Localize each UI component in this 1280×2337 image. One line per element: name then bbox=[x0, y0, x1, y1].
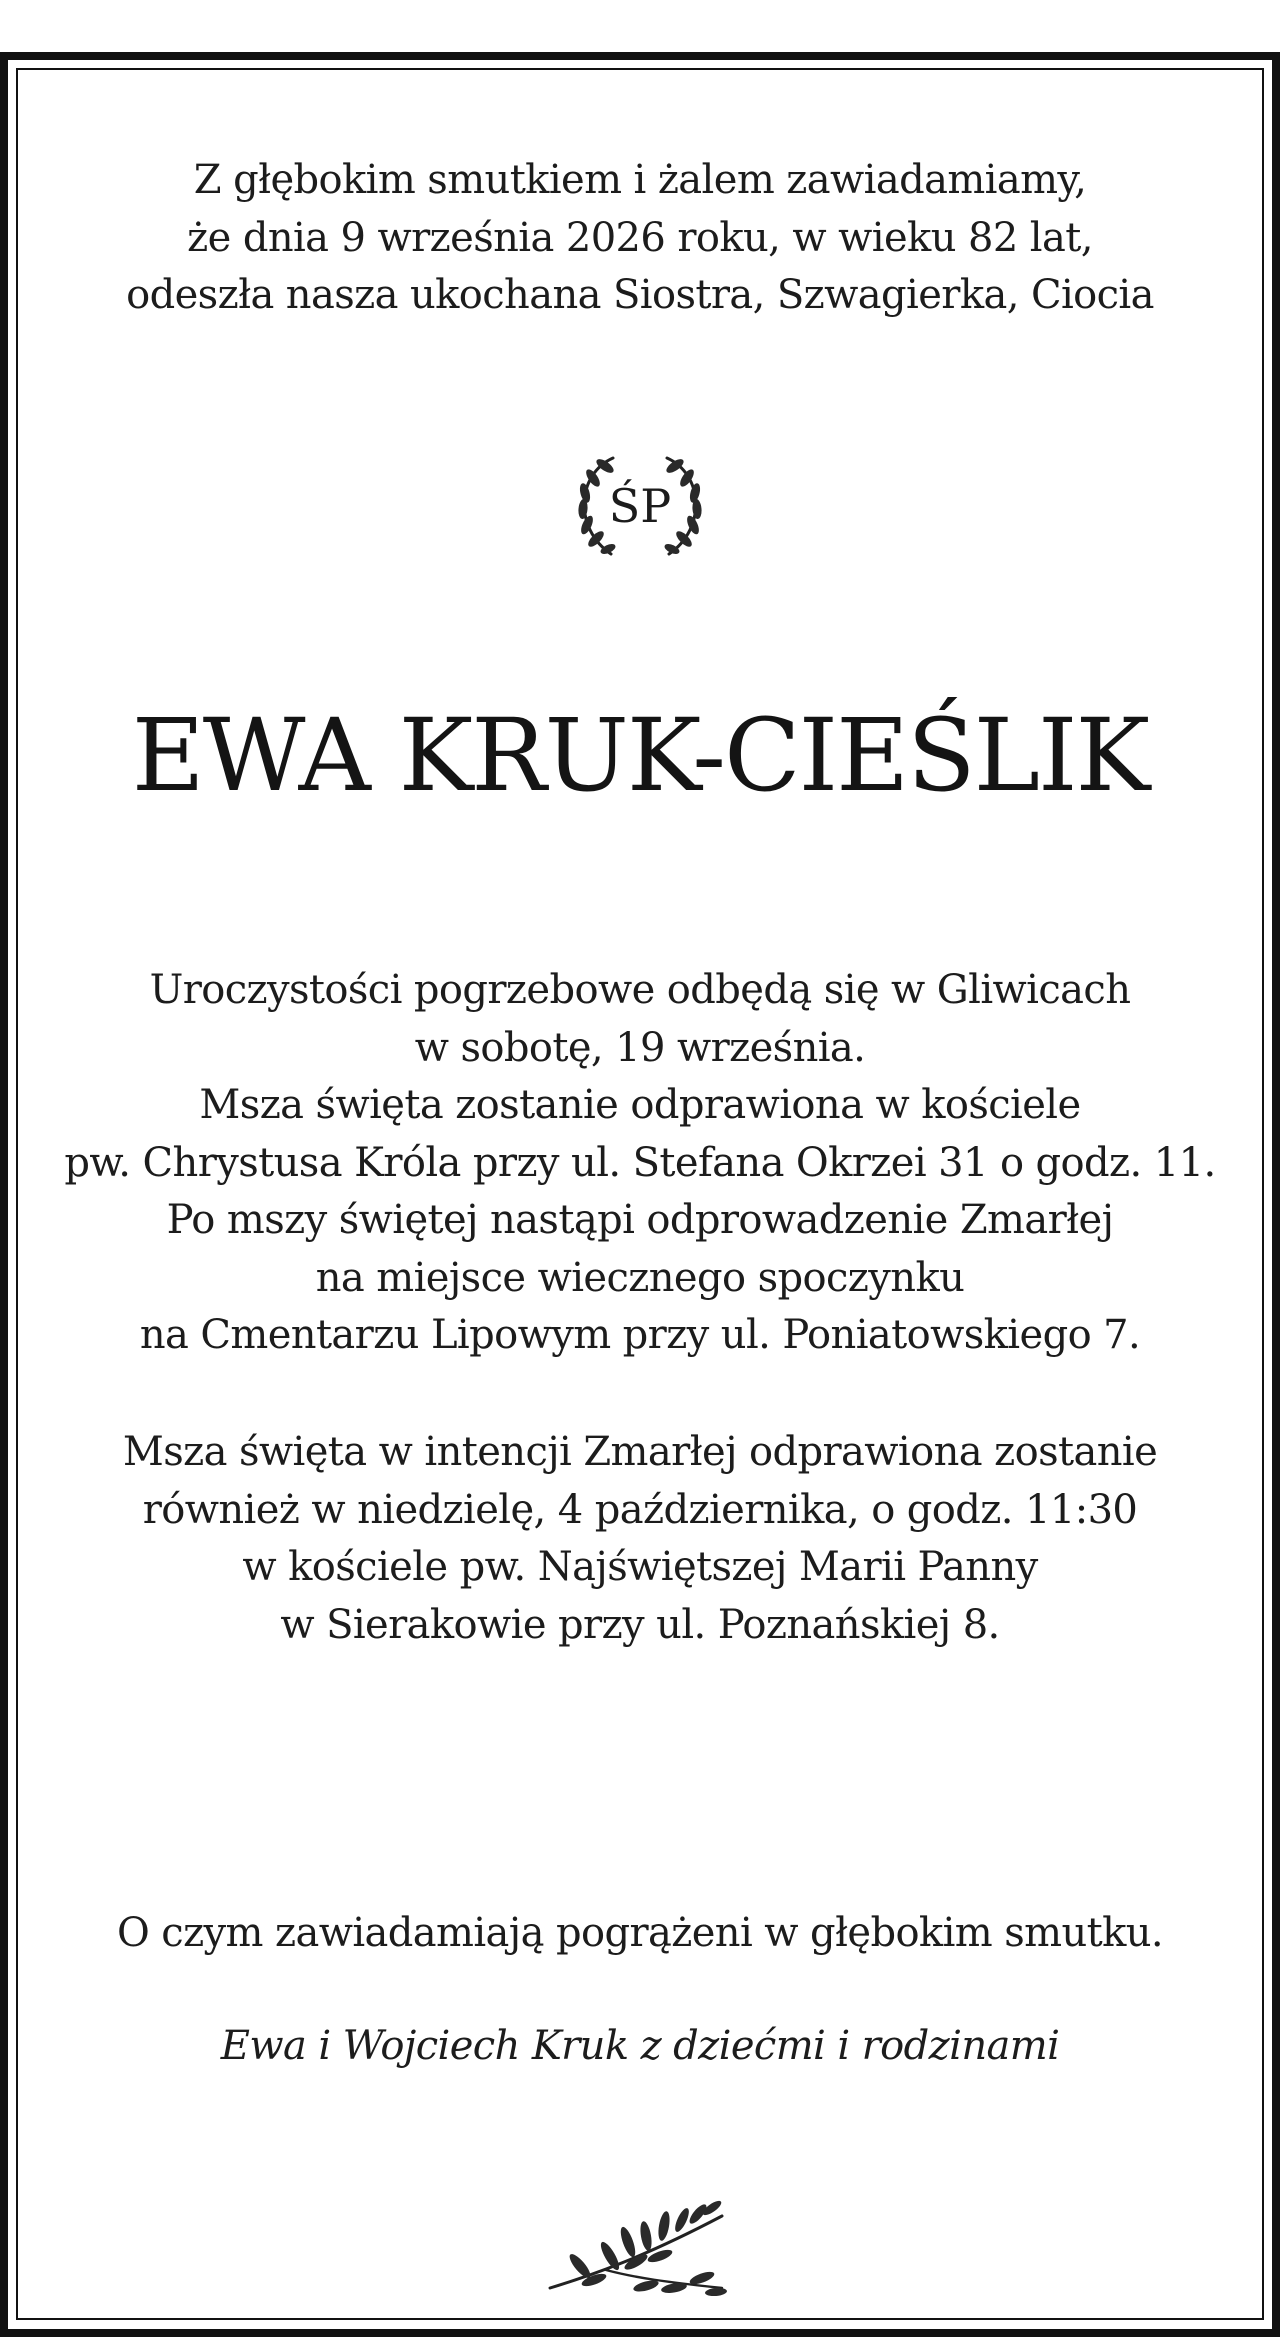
memorial-mass-line: w Sierakowie przy ul. Poznańskiej 8. bbox=[280, 1601, 1000, 1648]
funeral-line: na Cmentarzu Lipowym przy ul. Poniatowskiego 7. bbox=[139, 1312, 1141, 1358]
intro-line: Z głębokim smutkiem i żalem zawiadamiamy, bbox=[193, 157, 1087, 203]
intro-line: że dnia 9 września 2026 roku, w wieku 82 lat, bbox=[187, 214, 1093, 261]
deceased-name: EWA KRUK-CIEŚLIK bbox=[131, 697, 1149, 814]
funeral-line: pw. Chrystusa Króla przy ul. Stefana Okrzei 31 o godz. 11. bbox=[64, 1139, 1216, 1186]
funeral-line: Po mszy świętej nastąpi odprowadzenie Zmarłej bbox=[166, 1197, 1114, 1243]
memorial-mass-details bbox=[40, 1424, 1240, 1654]
funeral-line: w sobotę, 19 września. bbox=[414, 1024, 866, 1071]
memorial-mass-line: Msza święta w intencji Zmarłej odprawiona zostanie bbox=[122, 1429, 1158, 1475]
funeral-details bbox=[40, 962, 1240, 1365]
funeral-line: na miejsce wiecznego spoczynku bbox=[315, 1254, 965, 1301]
funeral-line: Uroczystości pogrzebowe odbędą się w Gliwicach bbox=[149, 967, 1131, 1013]
laurel-wreath-icon bbox=[565, 450, 715, 564]
memorial-mass-line: w kościele pw. Najświętszej Marii Panny bbox=[242, 1544, 1038, 1590]
funeral-line: Msza święta zostanie odprawiona w kościele bbox=[199, 1082, 1081, 1128]
sp-label: ŚP bbox=[608, 479, 672, 533]
memorial-mass-line: również w niedzielę, 4 października, o godz. 11:30 bbox=[142, 1486, 1138, 1533]
intro-line: odeszła nasza ukochana Siostra, Szwagierka, Ciocia bbox=[126, 272, 1154, 318]
family-signature: Ewa i Wojciech Kruk z dziećmi i rodzinami bbox=[220, 2023, 1060, 2069]
closing-statement: O czym zawiadamiają pogrążeni w głębokim smutku. bbox=[116, 1910, 1164, 1956]
intro-text bbox=[40, 152, 1240, 325]
olive-branch-icon bbox=[546, 2196, 736, 2296]
